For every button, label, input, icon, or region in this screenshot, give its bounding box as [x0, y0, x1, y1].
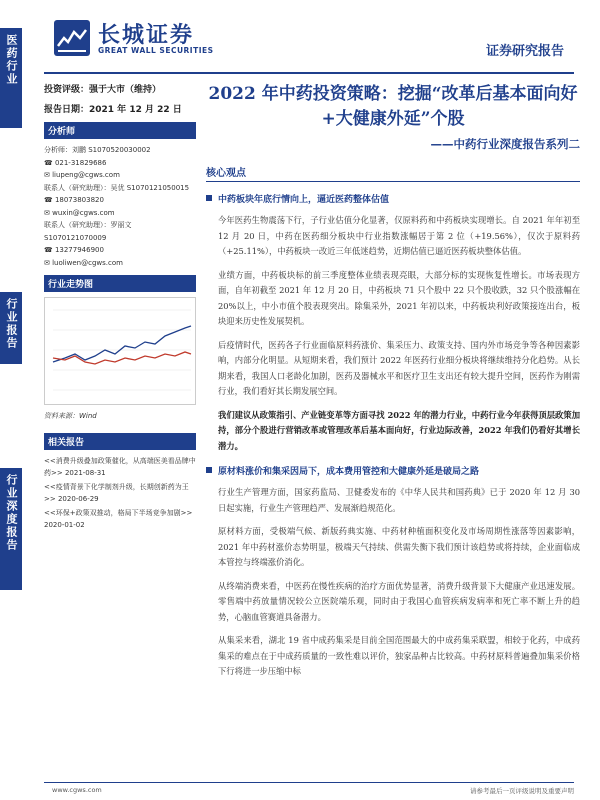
- related-reports-heading: 相关报告: [44, 433, 196, 450]
- analyst-line: ✉ wuxin@cgws.com: [44, 208, 115, 217]
- core-views-heading: 核心观点: [206, 164, 580, 182]
- analyst-line: 联系人（研究助理）：吴优 S1070121050015: [44, 183, 190, 192]
- main-content: [206, 82, 580, 680]
- page-header: [44, 14, 574, 72]
- key-conclusion-paragraph: 我们建议从政策指引、产业链变革等方面寻找 2022 年的潜力行业，中药行业今年获得顶层政策加持，部分个股进行营销改革或管理改革后基本面向好，行业边际改善，2022 年我们仍看好其增长潜力。: [218, 409, 580, 451]
- chart-source-note: 资料来源：Wind: [44, 412, 97, 420]
- industry-trend-chart: [44, 297, 196, 405]
- left-info-column: [44, 82, 196, 533]
- body-paragraph: 今年医药生物震荡下行，子行业估值分化显著，仅原料药和中药板块实现增长。自 2021 年年初至 12 月 20 日，中药在医药细分板块中行业指数涨幅居于第 2 位（+19.56%），仅次于原料药（+25.11%），中药板块一改近三年低迷趋势，近期估值已逼近医药板块整体估值。: [218, 215, 580, 256]
- footer-divider: [44, 782, 574, 783]
- investment-rating: 投资评级：强于大市（维持）: [44, 85, 162, 95]
- report-subtitle: ——中药行业深度报告系列二: [430, 137, 580, 151]
- report-date: 报告日期：2021 年 12 月 22 日: [44, 105, 182, 115]
- header-divider: [44, 72, 574, 74]
- body-paragraph: 从终端消费来看，中医药在慢性疾病的治疗方面优势显著，消费升级背景下大健康产业迅速发展。零售端中药放量情况较公立医院端乐观，同时由于我国心血管疾病发病率和死亡率不断上升的趋势，心脑血管赛道具备潜力。: [218, 580, 580, 622]
- sidebar-report-kind-label: 行业报告: [5, 298, 18, 350]
- related-report-link[interactable]: <<消费升级叠加政策催化，从高端医美看品牌中药>> 2021-08-31: [44, 457, 196, 477]
- body-paragraph: 行业生产管理方面，国家药监局、卫健委发布的《中华人民共和国药典》已于 2020 年 12 月 30 日起实施，行业生产管理趋严、发展渐趋规范化。: [218, 487, 580, 513]
- analyst-list: [44, 144, 196, 269]
- analyst-line: 联系人（研究助理）：罗丽文: [44, 221, 132, 229]
- logo-chinese-name: 长城证券: [98, 23, 195, 48]
- body-paragraph: 原材料方面，受极端气候、新版药典实施、中药材种植面积变化及市场周期性涨落等因素影响，2021 年中药材涨价态势明显，极端天气持续、供需失衡下我们预计该趋势或将持续，企业面临成本管控与终端涨价消化。: [218, 526, 580, 567]
- section-bullet-heading: 中药板块年底行情向上，逼近医药整体估值: [206, 192, 580, 205]
- logo-english-name: GREAT WALL SECURITIES: [98, 46, 214, 55]
- trend-section-heading: 行业走势图: [44, 275, 196, 292]
- related-report-link[interactable]: <<环保+政策双推动，格局下半场竞争加剧>> 2020-01-02: [44, 509, 193, 529]
- analyst-section-heading: 分析师: [44, 122, 196, 139]
- sidebar-industry-label: 医药行业: [5, 34, 18, 86]
- analyst-line: ✉ luoliwen@cgws.com: [44, 258, 123, 267]
- sidebar-report-series-label: 行业深度报告: [5, 474, 18, 552]
- trend-chart-svg: [45, 298, 197, 406]
- analyst-line: 分析师：刘鹏 S1070520030002: [44, 146, 151, 154]
- company-logo: [54, 16, 274, 64]
- footer-website[interactable]: www.cgws.com: [52, 786, 102, 794]
- analyst-line: S1070121070009: [44, 233, 107, 242]
- footer-disclaimer: 请参考最后一页评级说明及重要声明: [470, 787, 574, 795]
- benchmark-index-line: [53, 352, 191, 364]
- body-paragraph: 业绩方面，中药板块标的前三季度整体业绩表现亮眼，大部分标的实现恢复性增长。市场表现方面，自年初截至 2021 年 12 月 20 日，中药板块 71 只个股中 22 只个股收跌，32 只个股涨幅在 20%以上，中小市值个股表现突出。除集采外，2021 年初以来，中药板块利好政策接连出台，板块迎来历史性发展契机。: [218, 269, 580, 326]
- related-reports-list: [44, 455, 196, 531]
- analyst-line: ✉ liupeng@cgws.com: [44, 171, 120, 179]
- sidebar-report-series-tag: [0, 468, 22, 590]
- analyst-line: ☎ 021-31829686: [44, 158, 107, 167]
- analyst-line: ☎ 13277946900: [44, 246, 104, 254]
- body-paragraph: 后疫情时代，医药各子行业面临原料药涨价、集采压力、政策支持、国内外市场竞争等各种因素影响，内部分化明显。从短期来看，我们预计 2022 年医药行业细分板块将继续维持分化趋势。从长期来看，我国人口老龄化加剧，医药及器械水平和医疗卫生支出还有较大提升空间，医药作为刚需行业，我们看好其长期发展空间。: [218, 339, 580, 396]
- great-wall-logo-icon: [54, 20, 90, 56]
- sidebar-report-kind-tag: [0, 292, 22, 364]
- body-paragraph: 从集采来看，湖北 19 省中成药集采是目前全国范围最大的中成药集采联盟，相较于化药，中成药集采的难点在于中成药质量的一致性难以评价，独家品种占比较高。中药材原料普遍叠加集采价格下行将进一步压缩中标: [218, 635, 580, 676]
- report-type-label: 证券研究报告: [485, 44, 564, 59]
- section-bullet-heading: 原材料涨价和集采因局下，成本费用管控和大健康外延是破局之路: [206, 464, 580, 477]
- analyst-line: ☎ 18073803820: [44, 196, 104, 204]
- report-title: 2022 年中药投资策略：挖掘“改革后基本面向好+大健康外延”个股: [208, 84, 578, 129]
- related-report-link[interactable]: <<疫情背景下化学制剂升级，长期创新药为王>> 2020-06-29: [44, 483, 189, 503]
- sidebar-industry-tag: [0, 28, 22, 128]
